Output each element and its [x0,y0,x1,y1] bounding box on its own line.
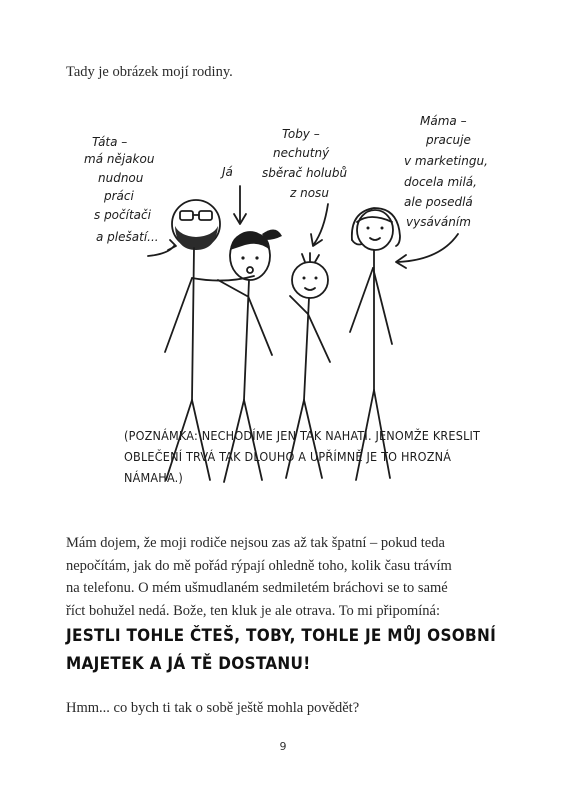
dad-label-line: s počítači [94,208,151,222]
toby-label-line: z nosu [290,186,329,200]
mom-label-line: vysáváním [406,215,471,229]
dad-label-line: práci [104,189,134,203]
drawing-note [124,428,480,485]
mom-label-line: v marketingu, [404,154,488,168]
intro-text: Tady je obrázek mojí rodiny. [66,64,233,80]
dad-label [84,135,159,244]
body-line: říct bohužel nedá. Bože, ten kluk je ale otrava. To mi připomíná: [66,602,440,619]
dad-label-line: nudnou [98,171,144,185]
dad-label-line: má nějakou [84,152,155,166]
page-number: 9 [279,740,287,753]
shout-text [66,622,526,678]
me-label: Já [222,165,233,179]
note-line: NÁMAHA.) [124,470,183,485]
toby-label-line: Toby – [282,127,320,141]
shout-line: JESTLI TOHLE ČTEŠ, TOBY, TOHLE JE MŮJ OSOBNÍ [66,626,497,646]
mom-label-line: Máma – [420,114,467,128]
dad-label-line: a plešatí... [96,230,159,244]
note-line: (POZNÁMKA: NECHODÍME JEN TAK NAHATÍ. JENOMŽE KRESLIT [124,428,481,443]
closing-text: Hmm... co bych ti tak o sobě ještě mohla povědět? [66,700,360,716]
family-drawing [0,100,566,520]
toby-figure [286,253,330,478]
body-line: na telefonu. O mém ušmudlaném sedmiletém bráchovi se to samé [66,580,448,596]
mom-label-line: docela milá, [404,175,477,189]
body-line: Mám dojem, že moji rodiče nejsou zas až tak špatní – pokud teda [66,535,445,551]
note-line: OBLEČENÍ TRVÁ TAK DLOUHO A UPŘÍMNĚ JE TO HROZNÁ [124,449,452,464]
me-figure [218,229,282,482]
toby-label [262,127,347,200]
body-paragraph [66,532,506,622]
toby-label-line: nechutný [273,146,330,160]
mom-label-line: ale posedlá [404,195,473,209]
mom-label-line: pracuje [426,133,471,147]
body-line: nepočítám, jak do mě pořád rýpají ohledně toho, kolik času trávím [66,557,452,574]
shout-line: MAJETEK A JÁ TĚ DOSTANU! [66,654,311,674]
toby-label-line: sběrač holubů [262,166,348,180]
mom-label [404,114,488,229]
dad-label-line: Táta – [92,135,128,149]
